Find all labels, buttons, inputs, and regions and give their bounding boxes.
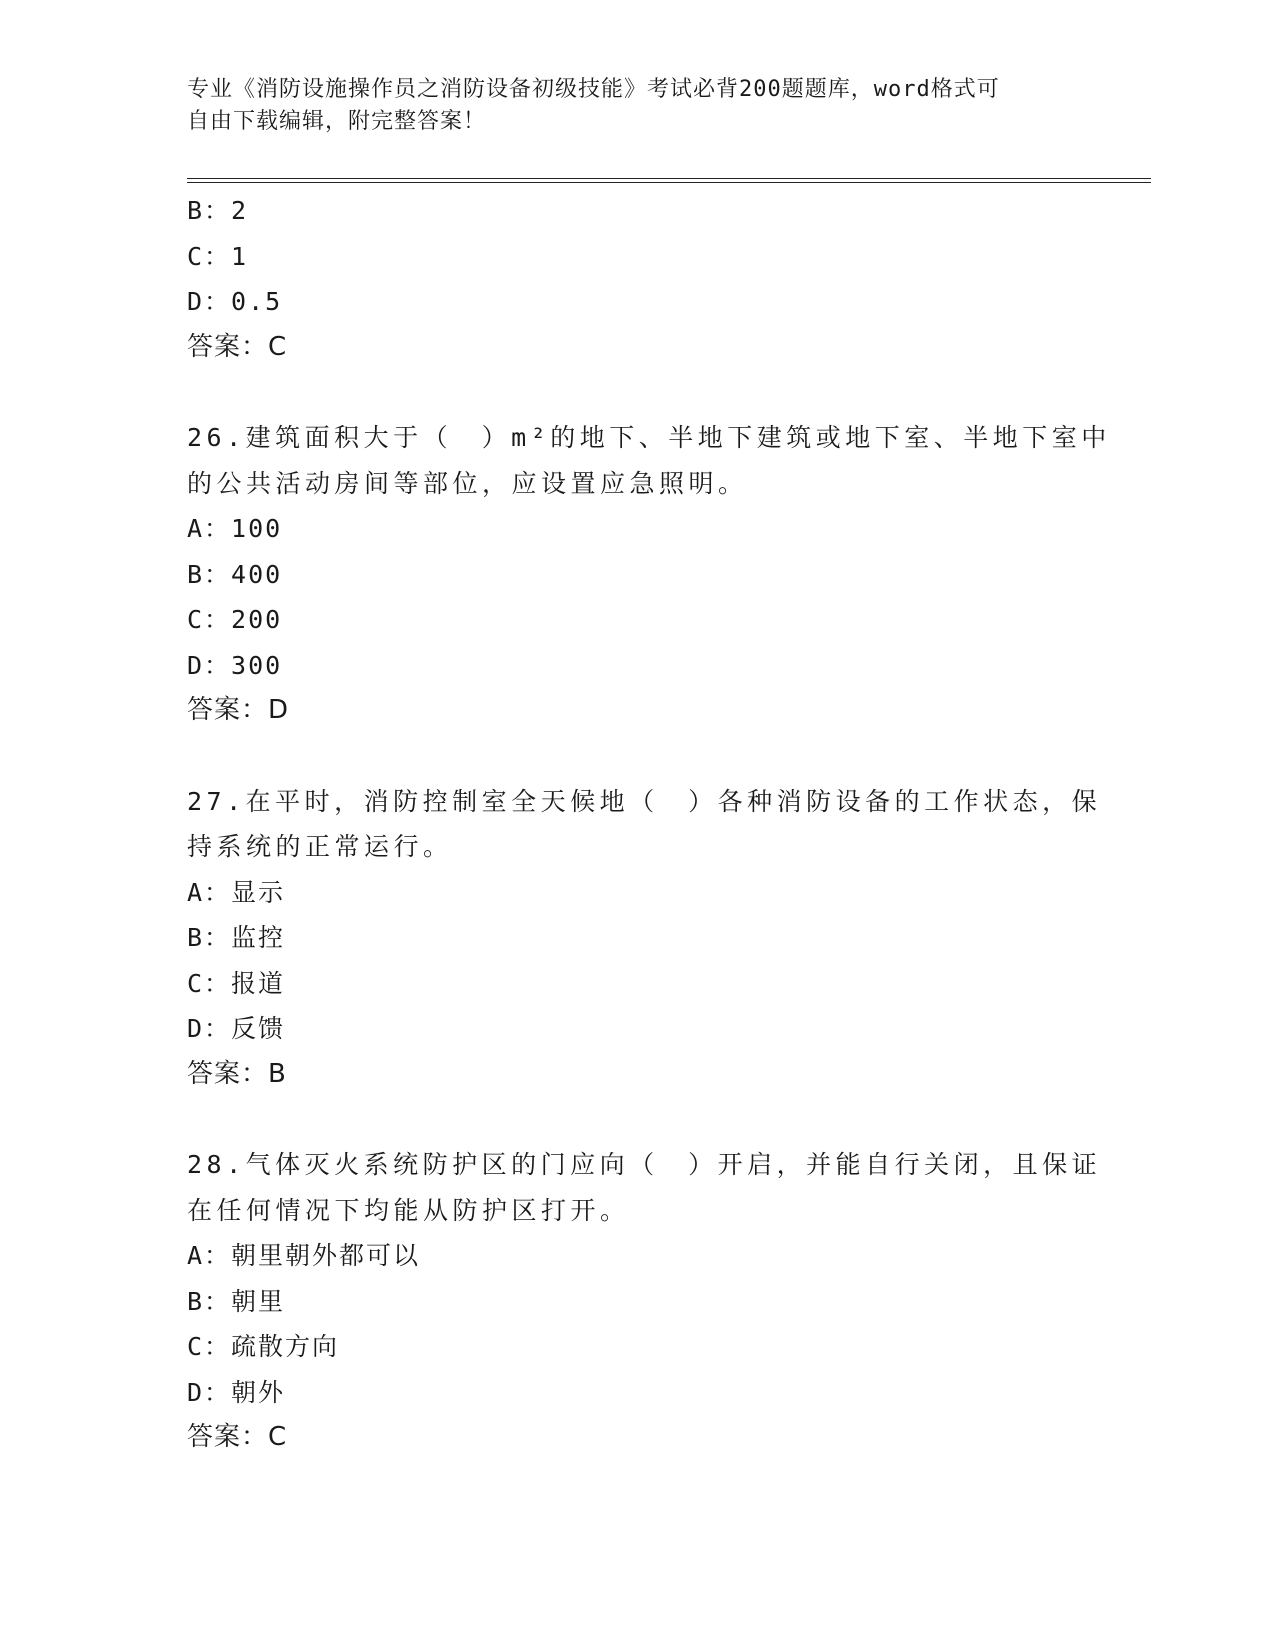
document-header	[187, 74, 1067, 138]
option-c: C：1	[187, 241, 249, 271]
spacer	[187, 370, 1087, 415]
option-c: C：报道	[187, 968, 286, 998]
question-28	[187, 1142, 1102, 1461]
option-c: C：疏散方向	[187, 1332, 340, 1361]
header-divider-bottom	[187, 182, 1151, 183]
option-d: D：朝外	[187, 1377, 286, 1407]
option-b: B：400	[187, 559, 283, 589]
answer: 答案：D	[187, 695, 290, 725]
question-text-line-1: 26.建筑面积大于（ ）m²的地下、半地下建筑或地下室、半地下室中	[187, 423, 1111, 452]
option-b: B：2	[187, 196, 249, 225]
option-a: A：100	[187, 514, 283, 543]
option-b: B：监控	[187, 923, 286, 952]
option-d: D：300	[187, 650, 283, 680]
question-27	[187, 779, 1102, 1098]
answer: 答案：B	[187, 1058, 287, 1089]
option-d: D：0.5	[187, 287, 283, 316]
spacer	[187, 734, 1087, 779]
option-c: C：200	[187, 605, 283, 634]
option-d: D：反馈	[187, 1014, 286, 1043]
question-text-line-2: 在任何情况下均能从防护区打开。	[187, 1195, 630, 1225]
question-text-line-1: 27.在平时，消防控制室全天候地（ ）各种消防设备的工作状态，保	[187, 786, 1102, 816]
answer: 答案：C	[187, 331, 288, 362]
header-line-2: 自由下载编辑，附完整答案！	[187, 109, 487, 134]
header-line-1: 专业《消防设施操作员之消防设备初级技能》考试必背200题题库，word格式可	[187, 77, 1000, 102]
spacer	[187, 1097, 1087, 1142]
header-divider-top	[187, 178, 1151, 179]
question-text-line-1: 28.气体灭火系统防护区的门应向（ ）开启，并能自行关闭，且保证	[187, 1150, 1102, 1179]
question-text-line-2: 的公共活动房间等部位，应设置应急照明。	[187, 468, 748, 498]
question-26	[187, 415, 1111, 734]
option-a: A：显示	[187, 877, 286, 907]
question-25	[187, 188, 1087, 370]
option-a: A：朝里朝外都可以	[187, 1241, 421, 1270]
option-b: B：朝里	[187, 1286, 286, 1316]
answer: 答案：C	[187, 1422, 288, 1452]
question-list	[187, 188, 1111, 1461]
question-text-line-2: 持系统的正常运行。	[187, 832, 453, 861]
